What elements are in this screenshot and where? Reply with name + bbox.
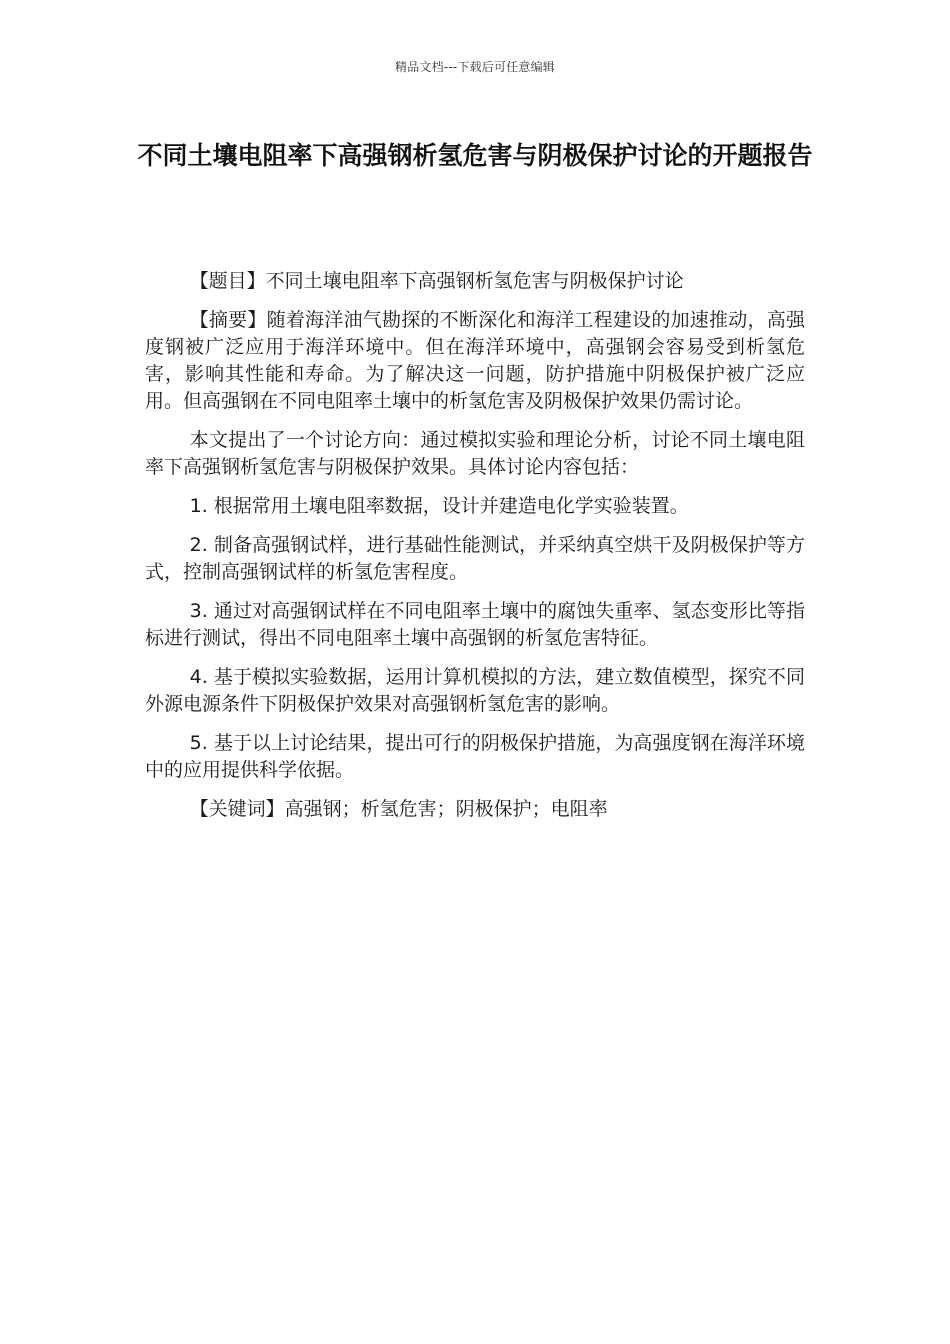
document-title: 不同土壤电阻率下高强钢析氢危害与阴极保护讨论的开题报告 [137, 141, 813, 170]
document-body [145, 268, 805, 835]
topic-paragraph: 【题目】不同土壤电阻率下高强钢析氢危害与阴极保护讨论 [189, 270, 684, 292]
list-item-1: 1. 根据常用土壤电阻率数据，设计并建造电化学实验装置。 [189, 495, 689, 517]
list-item-4: 4. 基于模拟实验数据，运用计算机模拟的方法，建立数值模型，探究不同外源电源条件下阴极保护效果对高强钢析氢危害的影响。 [145, 666, 805, 715]
list-item-2: 2. 制备高强钢试样，进行基础性能测试，并采纳真空烘干及阴极保护等方式，控制高强钢试样的析氢危害程度。 [145, 534, 805, 583]
direction-paragraph: 本文提出了一个讨论方向：通过模拟实验和理论分析，讨论不同土壤电阻率下高强钢析氢危害与阴极保护效果。具体讨论内容包括： [145, 429, 805, 478]
list-item-3: 3. 通过对高强钢试样在不同电阻率土壤中的腐蚀失重率、氢态变形比等指标进行测试，得出不同电阻率土壤中高强钢的析氢危害特征。 [145, 600, 805, 649]
list-item-5: 5. 基于以上讨论结果，提出可行的阴极保护措施，为高强度钢在海洋环境中的应用提供科学依据。 [145, 732, 805, 781]
abstract-paragraph: 【摘要】随着海洋油气勘探的不断深化和海洋工程建设的加速推动，高强度钢被广泛应用于海洋环境中。但在海洋环境中，高强钢会容易受到析氢危害，影响其性能和寿命。为了解决这一问题，防护措施中阴极保护被广泛应用。但高强钢在不同电阻率土壤中的析氢危害及阴极保护效果仍需讨论。 [145, 309, 805, 412]
header-note: 精品文档---下载后可任意编辑 [395, 60, 555, 74]
keywords-paragraph: 【关键词】高强钢；析氢危害；阴极保护；电阻率 [189, 798, 608, 820]
